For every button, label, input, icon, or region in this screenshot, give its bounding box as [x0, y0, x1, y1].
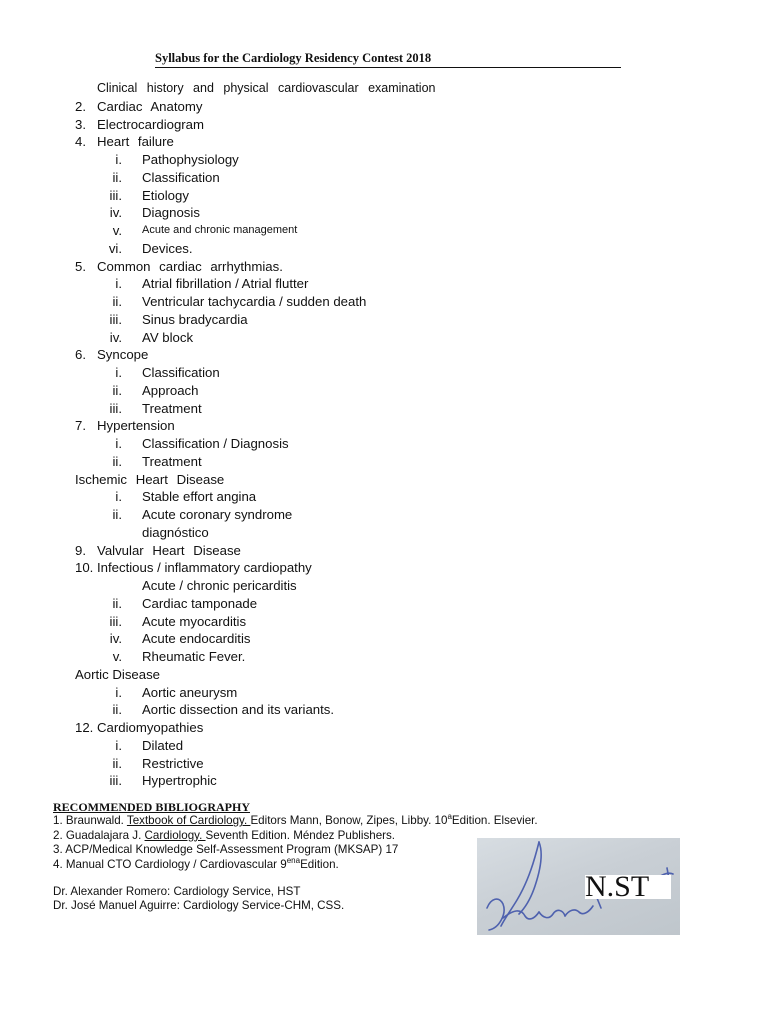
outline-item-text: Ventricular tachycardia / sudden death — [142, 294, 367, 309]
outline-item-number: 10. — [75, 560, 94, 576]
outline-item-number: vi. — [108, 240, 122, 256]
outline-item — [75, 577, 595, 595]
bibliography-item-1: 1. Braunwald. Textbook of Cardiology. Editors Mann, Bonow, Zipes, Libby. 10$^a$Edition. Elsevier. — [53, 812, 538, 828]
outline-item-text: Devices. — [142, 240, 193, 256]
outline-item-number: 3. — [75, 116, 86, 132]
outline-item-text: AV block — [142, 329, 194, 345]
outline-item-number: i. — [115, 489, 122, 505]
outline-item-number: iv. — [109, 205, 122, 221]
outline-item-text: Hypertrophic — [142, 773, 217, 789]
bibliography-item-4: 4. Manual CTO Cardiology / Cardiovascular $9^{ena}Edition$. — [53, 855, 339, 871]
outline-item-text: Classification — [142, 169, 220, 185]
outline-item — [75, 400, 595, 418]
outline-item — [75, 151, 595, 169]
outline-item-text: Diagnosis — [142, 205, 200, 221]
outline-item-text: Acute and chronic management — [142, 224, 298, 236]
outline-item-number: 12. — [75, 720, 94, 735]
outline-item — [75, 613, 595, 631]
outline-item-number: ii. — [112, 755, 122, 771]
outline-item-number: ii. — [112, 294, 122, 309]
outline-item-text: Aortic aneurysm — [142, 684, 238, 700]
author-line-1: Dr. Alexander Romero: Cardiology Service, HST — [53, 885, 301, 899]
outline-item — [75, 737, 595, 755]
outline-item-number: iii. — [109, 311, 122, 327]
outline-item-text: Acute endocarditis — [142, 631, 251, 647]
outline-item — [75, 222, 595, 240]
outline-item-text: Acute / chronic pericarditis — [142, 578, 297, 593]
outline-item-text: Infectious / inflammatory cardiopathy — [97, 560, 312, 576]
outline-item-text: Cardiac tamponade — [142, 595, 258, 611]
outline-item-text: Acute coronary syndrome — [142, 507, 293, 522]
outline-item-number: iii. — [109, 400, 122, 416]
outline-item-number: i. — [115, 737, 122, 753]
outline-item-number: 4. — [75, 134, 86, 150]
outline-item — [75, 684, 595, 702]
outline-item — [75, 329, 595, 347]
outline-item-number: ii. — [112, 382, 122, 398]
outline-item — [75, 204, 595, 222]
outline-item — [75, 506, 595, 524]
outline-item-number: ii. — [112, 507, 122, 522]
outline-item-text: Common cardiac arrhythmias. — [97, 258, 283, 274]
outline-item-number: iii. — [109, 773, 122, 789]
syllabus-outline — [75, 80, 595, 790]
outline-item-number: ii. — [112, 702, 122, 718]
outline-item — [75, 488, 595, 506]
outline-item — [75, 116, 595, 134]
outline-item-text: Pathophysiology — [142, 152, 239, 167]
outline-item-number: 9. — [75, 542, 86, 558]
outline-item-text: Etiology — [142, 187, 189, 203]
outline-item-number: ii. — [112, 169, 122, 185]
outline-item-number: iv. — [109, 631, 122, 647]
outline-item — [75, 169, 595, 187]
outline-item-text: Dilated — [142, 737, 184, 753]
outline-item-number: iv. — [109, 329, 122, 345]
outline-item-text: Classification — [142, 365, 220, 380]
outline-item-text: Cardiomyopathies — [97, 720, 204, 735]
outline-item — [75, 648, 595, 666]
outline-item — [75, 630, 595, 648]
outline-item — [75, 542, 595, 560]
outline-item-number: i. — [115, 152, 122, 167]
outline-item-text: Rheumatic Fever. — [142, 649, 246, 664]
outline-item-number: v. — [112, 649, 122, 664]
outline-item-text: Aortic dissection and its variants. — [142, 702, 335, 718]
outline-item-number: v. — [112, 223, 122, 238]
outline-item-text: Restrictive — [142, 755, 204, 771]
outline-item — [75, 755, 595, 773]
outline-item-text: Electrocardiogram — [97, 116, 205, 132]
outline-item — [75, 666, 595, 684]
outline-item — [75, 435, 595, 453]
outline-item — [75, 98, 595, 116]
outline-item — [75, 311, 595, 329]
signature-stamp — [477, 838, 680, 935]
outline-item — [75, 275, 595, 293]
outline-item-text: Treatment — [142, 453, 202, 469]
outline-item — [75, 453, 595, 471]
outline-item-number: i. — [115, 684, 122, 700]
bibliography-item-2: 2. Guadalajara J. Cardiology. Seventh Edition. Méndez Publishers. — [53, 828, 396, 842]
outline-item — [75, 719, 595, 737]
outline-item-number: iii. — [109, 613, 122, 629]
outline-item-text: Acute myocarditis — [142, 613, 247, 629]
outline-item-number: 2. — [75, 98, 86, 114]
outline-item-text: Approach — [142, 382, 199, 398]
outline-item-text: Sinus bradycardia — [142, 311, 248, 327]
outline-item — [75, 595, 595, 613]
outline-item-text: Stable effort angina — [142, 489, 257, 505]
outline-item-text: Valvular Heart Disease — [97, 542, 241, 558]
outline-item-text: Treatment — [142, 400, 202, 416]
outline-item-number: 7. — [75, 418, 86, 434]
outline-item-text: Syncope — [97, 347, 149, 363]
outline-item — [75, 364, 595, 382]
outline-item-text: Clinical history and physical cardiovascular examination — [97, 81, 436, 95]
outline-item — [75, 471, 595, 489]
outline-item — [75, 559, 595, 577]
stamp-label: N.ST — [585, 875, 671, 899]
outline-item-text: Atrial fibrillation / Atrial flutter — [142, 276, 309, 292]
outline-item — [75, 187, 595, 205]
outline-item-number: ii. — [112, 453, 122, 469]
outline-item-number: i. — [115, 276, 122, 292]
outline-item — [75, 258, 595, 276]
outline-item — [75, 293, 595, 311]
outline-item — [75, 240, 595, 258]
author-line-2: Dr. José Manuel Aguirre: Cardiology Service-CHM, CSS. — [53, 899, 345, 913]
outline-item-text: Ischemic Heart Disease — [75, 471, 225, 487]
bibliography-item-3: 3. ACP/Medical Knowledge Self-Assessment Program (MKSAP) 17 — [53, 843, 399, 857]
outline-item — [75, 346, 595, 364]
outline-item-text: diagnóstico — [142, 524, 209, 540]
outline-item — [75, 417, 595, 435]
outline-item-number: i. — [115, 365, 122, 380]
outline-item-number: iii. — [109, 187, 122, 203]
outline-item-number: ii. — [112, 595, 122, 611]
outline-item-text: Heart failure — [97, 134, 174, 150]
outline-item-text: Hypertension — [97, 418, 175, 434]
bibliography-heading: RECOMMENDED BIBLIOGRAPHY — [53, 800, 251, 814]
document-title: Syllabus for the Cardiology Residency Contest 2018 — [155, 51, 621, 68]
outline-item — [75, 524, 595, 542]
outline-item-text: Aortic Disease — [75, 666, 161, 682]
outline-item — [75, 701, 595, 719]
outline-item — [75, 133, 595, 151]
outline-item-number: i. — [115, 436, 122, 451]
outline-item — [75, 382, 595, 400]
outline-item-number: 6. — [75, 347, 86, 363]
outline-item-text: Classification / Diagnosis — [142, 436, 289, 451]
outline-item-text: Cardiac Anatomy — [97, 98, 203, 114]
outline-item-number: 5. — [75, 258, 86, 274]
outline-item — [75, 80, 595, 98]
outline-item — [75, 772, 595, 790]
